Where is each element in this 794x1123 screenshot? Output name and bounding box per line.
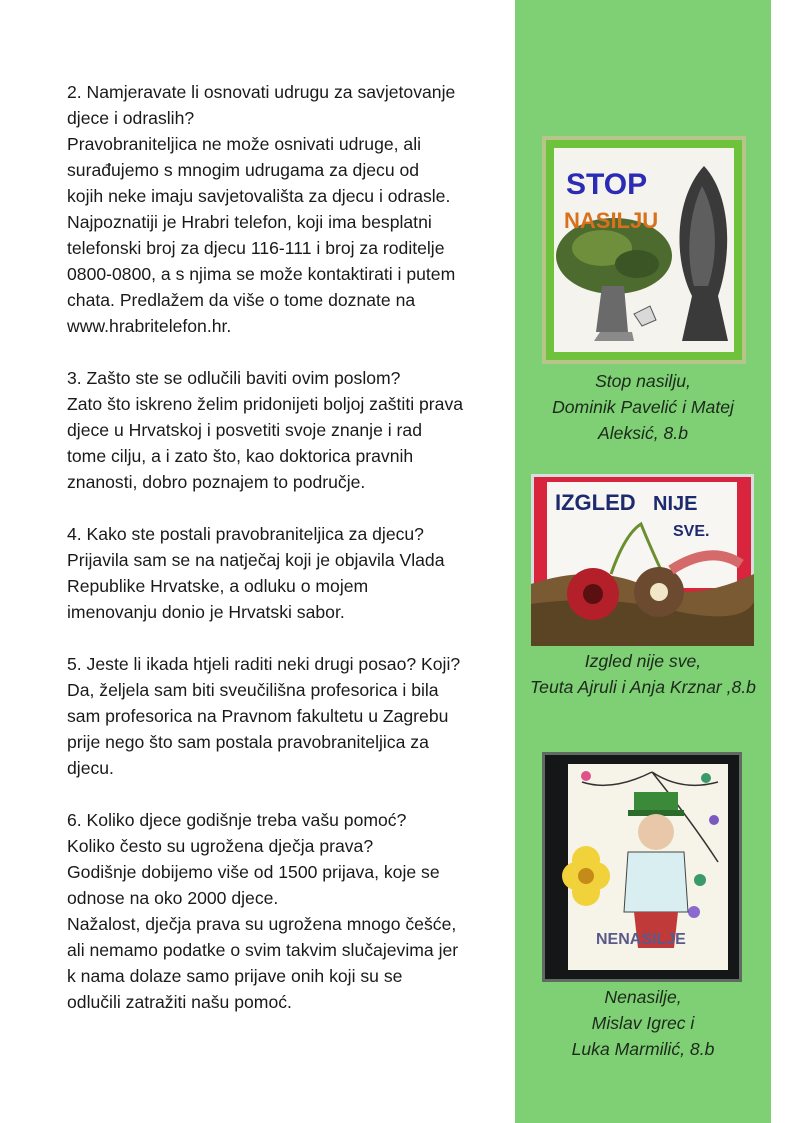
- answer-3-line-3: tome cilju, a i zato što, kao doktorica pravnih: [67, 446, 414, 466]
- section-spacer: [67, 625, 507, 651]
- question-6-line-2: Koliko često su ugrožena dječja prava?: [67, 836, 374, 856]
- section-spacer: [67, 339, 507, 365]
- caption-line: Dominik Pavelić i Matej: [552, 397, 734, 417]
- question-2-line-2: djece i odraslih?: [67, 108, 195, 128]
- question-6-line-1: 6. Koliko djece godišnje treba vašu pomoć?: [67, 810, 407, 830]
- question-3: 3. Zašto ste se odlučili baviti ovim poslom?: [67, 368, 401, 388]
- caption-line: Stop nasilju,: [595, 371, 691, 391]
- caption-nenasilje: [515, 984, 771, 1062]
- answer-2-line-2: surađujemo s mnogim udrugama za djecu od: [67, 160, 420, 180]
- poster-text-stop: STOP: [566, 168, 648, 201]
- poster-text-nije: NIJE: [653, 493, 698, 515]
- answer-2-line-1: Pravobraniteljica ne može osnivati udruge, ali: [67, 134, 422, 154]
- caption-line: Mislav Igrec i: [591, 1013, 695, 1033]
- answer-6-line-6: odlučili zatražiti našu pomoć.: [67, 992, 292, 1012]
- question-4: 4. Kako ste postali pravobraniteljica za djecu?: [67, 524, 424, 544]
- answer-4-line-1: Prijavila sam se na natječaj koji je objavila Vlada: [67, 550, 445, 570]
- caption-izgled-nije-sve: [515, 648, 771, 700]
- caption-line: Izgled nije sve,: [584, 651, 702, 671]
- interview-text: [67, 79, 507, 1015]
- artwork-nenasilje-image: [542, 752, 742, 982]
- artwork-nenasilje: [542, 752, 742, 982]
- question-2-line-1: 2. Namjeravate li osnovati udrugu za savjetovanje: [67, 82, 456, 102]
- poster-text-nenasilje: NENASILJE: [596, 931, 686, 948]
- answer-3-line-1: Zato što iskreno želim pridonijeti boljoj zaštiti prava: [67, 394, 464, 414]
- answer-3-line-2: djece u Hrvatskoj i posvetiti svoje znanje i rad: [67, 420, 422, 440]
- answer-5-line-2: sam profesorica na Pravnom fakultetu u Zagrebu: [67, 706, 449, 726]
- answer-2-line-4: Najpoznatiji je Hrabri telefon, koji ima besplatni: [67, 212, 432, 232]
- answer-6-line-3: Nažalost, dječja prava su ugrožena mnogo češće,: [67, 914, 457, 934]
- artwork-izgled-nije-sve: [531, 474, 754, 646]
- question-5: 5. Jeste li ikada htjeli raditi neki drugi posao? Koji?: [67, 654, 461, 674]
- answer-3-line-4: znanosti, dobro poznajem to područje.: [67, 472, 366, 492]
- section-spacer: [67, 781, 507, 807]
- answer-2-line-6: 0800-0800, a s njima se može kontaktirati i putem: [67, 264, 456, 284]
- caption-line: Luka Marmilić, 8.b: [571, 1039, 715, 1059]
- answer-2-line-5: telefonski broj za djecu 116-111 i broj za roditelje: [67, 238, 445, 258]
- poster-text-nasilju: NASILJU: [564, 208, 659, 233]
- artwork-stop-nasilju: [542, 136, 746, 364]
- caption-line: Teuta Ajruli i Anja Krznar ,8.b: [530, 677, 756, 697]
- answer-6-line-1: Godišnje dobijemo više od 1500 prijava, koje se: [67, 862, 440, 882]
- answer-4-line-3: imenovanju donio je Hrvatski sabor.: [67, 602, 345, 622]
- poster-text-sve: SVE.: [673, 523, 710, 540]
- answer-2-line-3: kojih neke imaju savjetovališta za djecu i odrasle.: [67, 186, 451, 206]
- sidebar: [515, 0, 771, 1123]
- answer-2-line-7: chata. Predlažem da više o tome doznate na: [67, 290, 416, 310]
- answer-5-line-3: prije nego što sam postala pravobraniteljica za: [67, 732, 429, 752]
- artwork-izgled-image: [531, 474, 754, 646]
- answer-4-line-2: Republike Hrvatske, a odluku o mojem: [67, 576, 369, 596]
- artwork-stop-nasilju-image: [542, 136, 746, 364]
- answer-5-line-1: Da, željela sam biti sveučilišna profesorica i bila: [67, 680, 439, 700]
- page-margin: [771, 0, 794, 1123]
- poster-text-izgled: IZGLED: [555, 490, 636, 515]
- answer-2-link[interactable]: www.hrabritelefon.hr.: [67, 316, 232, 336]
- answer-5-line-4: djecu.: [67, 758, 114, 778]
- caption-line: Aleksić, 8.b: [598, 423, 688, 443]
- caption-stop-nasilju: [515, 368, 771, 446]
- caption-line: Nenasilje,: [604, 987, 682, 1007]
- answer-6-line-4: ali nemamo podatke o svim takvim slučajevima jer: [67, 940, 459, 960]
- section-spacer: [67, 495, 507, 521]
- answer-6-line-5: k nama dolaze samo prijave onih koji su se: [67, 966, 403, 986]
- answer-6-line-2: odnose na oko 2000 djece.: [67, 888, 279, 908]
